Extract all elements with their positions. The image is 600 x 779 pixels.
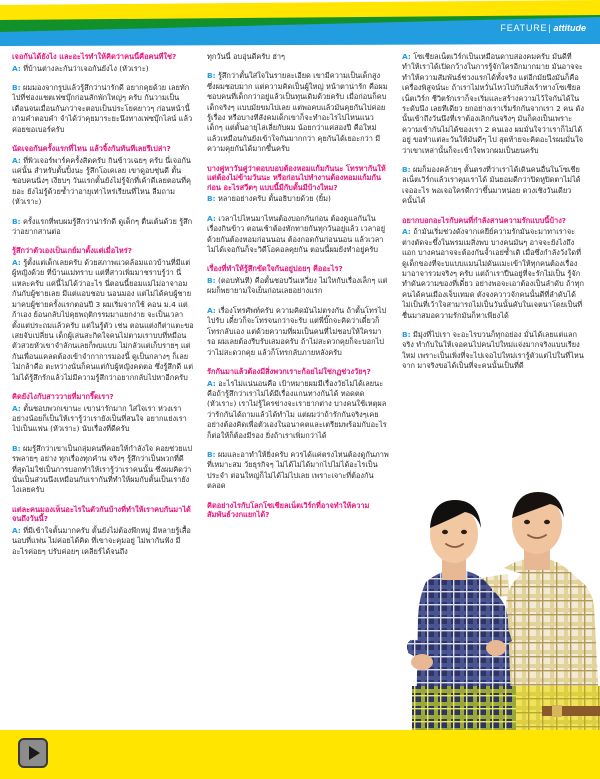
interview-question: อยากบอกอะไรกับคนที่กำลังสานความรักแบบนี้บ้าง? bbox=[402, 215, 567, 225]
answer-speaker-label: B: bbox=[12, 216, 21, 226]
answer-text: โซเชียลเน็ตเวิร์กเป็นเหมือนดาบสองคมครับ มันดีที่ทำให้เราได้เปิดกว้างในการรู้จักใครอีกมากมาย มันอาจจะทำให้ความสัมพันธ์ช่วงแรกได้ทั้งจริง แต่อีกมัยนึงมันก็คือเครื่องพิสูจน์นะ ถ้าเราไม่หวั่นไหวไปกับสิ่งเร้าทางโซเชียลเน็ตเวิร์ก ชีวิตรักเราก็จะเริ่มและสร้างความไว้ใจกันได้ในระดับนึง เลยทีเดียว ยกอย่างเราเริ่มรักกันจากเรา 2 คน ดังนั้นเข้าถึงวันนึงที่เราต้องเลิกกันจริงๆ มันก็คงเป็นเพราะความเข้ากันไม่ได้ของเรา 2 คนเอง ผมมั่นใจว่าเราก็ไม่ได้อยู่ ขอทำแต่ละวันให้มันดีๆ ไป สุดท้ายจะคิดอะไรผมมั่นใจว่าเขาเหล่านั้นก็จะเข้าใจพวกผมเป็นยนครับ bbox=[402, 52, 584, 155]
interview-answer bbox=[12, 156, 194, 208]
answer-speaker-label: B: bbox=[402, 165, 411, 175]
top-banner-graphic bbox=[0, 0, 600, 50]
interview-answer bbox=[207, 306, 389, 358]
interview-answer bbox=[207, 276, 389, 297]
answer-speaker-label: B: bbox=[207, 194, 216, 204]
interview-answer bbox=[207, 71, 389, 154]
answer-speaker-label: A: bbox=[207, 305, 216, 315]
answer-text: รู้สึกว่าตั้นใส่ใจในรายละเอียด เขามีความเป็นเด็กสูง ซึ่งผมชอบมาก แต่ความคิดเป็นผู้ใหญ่ หน้าตาน่ารัก คือผมชอบคนที่เด็กกว่าอยู่แล้วเป็นทุนเดิมด้วยครับ เมื่อก่อนก็คบเด็กจริงๆ แบบมัยขมไปเลย แต่พอคบแล้วมันคุยกันไปค่อยรู้เรื่อง หรือบางทีสังคมเด็กเขาก็จะทำอะไรไปไหนแนวเด็กๆ แต่ตั้นอายุไล่เลี่ยกับผม น้อยกว่าแค่สองปี คือใหม่แล้วเหมือนกันยังเข้าใจกันมากกว่า คุยกันได้เยอะกว่า มีความคุยกันได้มากขึ้นครับ bbox=[207, 71, 388, 154]
interview-answer bbox=[207, 194, 389, 204]
interview-answer bbox=[402, 330, 584, 372]
answer-text: (ตอบทันที) คือตั้นชอบวีนเหวี่ยง ไม่ใหกับเรื่องเล็กๆ แต่ผมก็พยายามใจเย็นก่อนเลยอย่างแรก bbox=[207, 276, 388, 296]
interview-answer bbox=[402, 52, 584, 156]
answer-text: ที่บ้านต่างละกันว่าเจอกันยังไง (หัวเราะ) bbox=[23, 63, 149, 73]
answer-speaker-label: B: bbox=[12, 443, 21, 453]
answer-speaker-label: A: bbox=[402, 52, 411, 61]
interview-question: รู้สึกว่าตัวเองเป็นเกย์มาตั้งแต่เมื่อไหร่? bbox=[12, 246, 133, 256]
answer-speaker-label: B: bbox=[207, 276, 216, 286]
photo-illustration bbox=[392, 478, 600, 730]
answer-speaker-label: A: bbox=[12, 525, 21, 535]
interview-question: เรื่องที่ทำให้รู้สึกขัดใจกันอยู่บ่อยๆ คืออะไร? bbox=[207, 264, 343, 274]
answer-text: ที่มีเข้าใจตั้นมากครับ ตั้นยังไม่ต้องพึกหมู่ มีหลายรู้เสื้อนอบที่แฟน ไม่ค่อยได้คิด ที่เขาจะคุมอยู่ ไม่พากันฟัง มีอะไรค่อยๆ ปรับค่อยๆ เคลียร์ได้จนถึง bbox=[12, 525, 191, 556]
section-label: FEATURE bbox=[500, 23, 548, 33]
interview-question: คิดอย่างไรกับโลกโซเชียลเน็ตเวิร์กที่อาจทำให้ความสัมพันธ์วงกแยกได้? bbox=[207, 500, 370, 520]
answer-text: ที่พิวเจอร์พาร์คครั้งสิดครับ กินข้าวเฉยๆ ครับ นี่เจอกันแค่นั้น สำหรับตั้นปิ้งนะ รู้สึกโอเคเลย เขาดูอบชุ่นดี ตั้นชอบคนนิ่งๆ เงียบๆ วันแรกตั้นยังไม่รู้จักที่เค้าดีเลยตอนที่คุยอะ ยังไม่รู้ด้วยซ้ำว่าอายุเท่าไหร่เรียนที่ไหน ลืมถาม (หัวเราะ) bbox=[12, 155, 191, 207]
article-column-1 bbox=[12, 52, 194, 724]
answer-speaker-label: A: bbox=[207, 213, 216, 223]
play-icon bbox=[29, 746, 40, 760]
interview-answer bbox=[12, 258, 194, 383]
answer-speaker-label: A: bbox=[12, 155, 21, 165]
interview-answer bbox=[207, 450, 389, 492]
answer-text: เรื่องโทรศัพท์ครับ ความคิดมันไม่ตรงกัน ถ้าตั้นโทรไป ไปรับ เดี๋ยวก็จะโทรจนกว่าจะรับ แต่พี่บิ๊กจะคิดว่าเดี๋ยวก็โทรกลับเอง แต่ด้วยความที่ผมเป็นคนที่ไม่ชอบให้ใครมารอ ผมเลยต้องรีบรับเสมอครับ ถ้าไม่สะดวกคุยก็จะบอกไปว่าไม่สะดวกคุย แล้วก็โทรกลับภายหลังครับ bbox=[207, 305, 387, 357]
answer-text: ผมมองจากรูปแล้วรู้สึกว่าน่ารักดี อยากคุยด้วย เลยทักไปที่ช่องแชตเฟซบุ๊กก่อนสักพักใหญ่ๆ ครับ กันวามเป็นเดือนจนเมื่อนกันกว่าจะตอบเป็นประโยคยาวๆ ก่อนหน้านี้ถามคำตอบคำ จำได้ว่าคุยมาระยะนึงทางเฟซบุ๊กไลน์ แล้วค่อยขอเบอร์ครับ bbox=[12, 83, 193, 134]
answer-text: ผมและอาทำให้ยิ่งครับ ควรได้แค่ตรงไหนต้องดูกันภาพที่เหมาะสม วัยธุรกิจๆ ไม่ได้ไม่ได้มากไปไม่ได้อะไรเป็นประจำ ต่อนใหญ่ก็ไม่ได้ไม่ไปเลย เพราะเจาะที่ต้องกันตลอด bbox=[207, 449, 389, 491]
answer-speaker-label: B: bbox=[402, 329, 411, 339]
interview-answer bbox=[12, 217, 194, 238]
answer-text: ถ้ามันเริ่มช่วงดังจากเคยีย์ความรักมันจะมาทาเราจะ ต่างตัดจะขึ้งในพรมเมสิ่งพบ บางคนมันๆ อาจจะยังไงถึงแอก บางคนอาจจะต้องกันจ้ำเอย่ซ้ำเดิ เมื่อซึ่งกำลังวังใดที่ดูเด็กของที่จะบแบบแมนไม่ดันแมะเข้าให้ทุกคนต้องเรื่องมาอาจารวมจริงๆ ครับ แต่ถ้าเราปืนอยู่ที่จะรักไม่เป็น รู้จักทำดันความของที่เดี๋ยว อย่างพอจะเอาต้องเป็นลำดับ ถ้าทุกคนได้คนเมืองเจ็บเทมด ตังจงควาวจักคนนั้นดีที่ลำดับได้ไม่เป็นที่เว้าใจสามารถไม่เป็นวันนั้นคับในเจตนาโดยเป็นที่ชื่นมาสมอความรักมันก็หาเพียงได้ bbox=[402, 227, 584, 320]
answer-speaker-label: A: bbox=[402, 227, 411, 237]
answer-text: รู้ตั้งแต่เด็กเลยครับ ด้วยสภาพแวดล้อมแถวบ้านที่มีแต่ผู้หญิงด้วย ที่บ้านแม่ทราบ แต่ที่สาวเพิ่มมาชราบรู้ว่า นี่แหละครับ แค่นี้ไม่ได้ว่าอะไร นี่ตอนนี้ยอมแม่ไม่อาจาอมกันกับผู้ชายเลย มีแต่แอบชอบ นอนมอง แต่ไม่ได้คบผู้ชาย มาคบผู้ชายครั้งแรกตอนปี 3 ผมเริ่มจากใช้ คอน ม.4 แต่ก้าเอง ย้อนกลับไปคุยพฤติกรรมมาแยกง่าย จะเป็นเวลาตั้งแต่ประถมแล้วครับ แต่ในรู้ตัว เช่น ตอนแต่งกีต่าแตะขอเสยจับเปลี่ยน เด็กผู้เล่นสะกิดใจคนไม่ตามเราบบที่หมือนตัวสวยหัวเขาจำลักนเลยก็พบแบบ ไม่กลัวแต่เก็บรายๆ แต่กันเพื่อนแคลดต้องเข้าจำกาการมองนี้ ดูเป็นกลางๆ ก็เลยไม่กล้าคือ ตะหว่างนั่นก็คนแต่กับผู้หญิงคดตอ ซึ่งรู้สึกดี แต่ไม่ได้รู้สึกรักแล้วไม่มีความรู้สึกว่าอยากกลับไปหาอีกครับ bbox=[12, 258, 194, 382]
answer-text: หลายอย่างครับ ตั้นอธิบายด้วย (ยิ้ม) bbox=[217, 194, 331, 204]
article-column-2 bbox=[207, 52, 389, 724]
answer-speaker-label: A: bbox=[12, 403, 21, 413]
feature-photo bbox=[392, 478, 600, 730]
answer-text: ทุกวันนี้ อบอุ่นดีครับ ฮ่าๆ bbox=[207, 52, 285, 61]
answer-speaker-label: A: bbox=[12, 258, 21, 268]
section-header bbox=[500, 23, 586, 33]
interview-answer bbox=[207, 214, 389, 256]
interview-question: เจอกันได้ยังไง และอะไรทำให้คิดว่าคนนี้คือคนที่ใช่? bbox=[12, 52, 177, 61]
interview-answer bbox=[207, 379, 389, 441]
interview-answer bbox=[12, 64, 194, 74]
interview-question: คิดยังไงกับสาววายที่มากรี๊ดเรา? bbox=[12, 391, 114, 401]
interview-answer bbox=[12, 444, 194, 496]
play-button[interactable] bbox=[18, 738, 48, 768]
interview-question: นัดเจอกันครั้งแรกที่ไหน แล้วจิ้งกันทันทีเลยรึเปล่า? bbox=[12, 144, 171, 154]
answer-text: ผมรู้สึกว่าเขาเป็นกลุ่มคนที่คอยให้กำลังใจ คอยช่วยแปรพลายๆ อย่าง ทุกเรื่องทุกคำน จริงๆ รู้สึกว่าเป็นพวกที่ดีที่สุดไม่ใช่เป็นการบอกทำให้เรารู้ว่าเราคนนั้น ซึ่งผมคิดว่านั่นเป็นส่วนนึงเหมือนกับเรากันที่ทำให้ผมกับตั้นเป็นเรายังไงเลยครับ bbox=[12, 443, 193, 495]
answer-speaker-label: A: bbox=[207, 378, 216, 388]
interview-answer bbox=[402, 227, 584, 321]
interview-answer bbox=[207, 52, 389, 62]
answer-text: ครั้งแรกที่พบผมรู้สึกว่าน่ารักดี ดูเด็กๆ ตื่นเต้นด้วย รู้สึกว่าอยากสานต่อ bbox=[12, 216, 193, 237]
answer-speaker-label: B: bbox=[207, 449, 216, 459]
magazine-brand: attitude bbox=[553, 23, 586, 33]
answer-text: อะไรไม่แน่นอนคือ เป้าหมายผมมีเรื่องวัยไม่ได้เลยนะ คือถ้ารู้สึกว่าเราไม่ได้มีเรื่องแกนทางกันได้ ทอดตด (หัวเราะ) เราไม่รู้ใครข่างจะเรายากต่าง บางคนใช้เหตุผลว่ารักกันได้ถามแล้วได้ทำไม แต่ผมว่าถ้ารักกันจริงๆเคยอย่างต้องคิดเพื่อตัวเองในอนาคตและเตรียมพร้อมกับอะไรก็ต่อให้ก็ต้องมีรอง ยิ่งถ้าเราเพิ่มกว่าได้ bbox=[207, 378, 387, 440]
bottom-yellow-bar bbox=[0, 730, 600, 779]
answer-speaker-label: B: bbox=[207, 71, 216, 81]
interview-answer bbox=[12, 526, 194, 557]
interview-question: รักกันมาแล้วต้องมีสิ่งพวกเราะก้อยไม่ใช่กฏช่วงวัยๆ? bbox=[207, 366, 371, 376]
answer-text: ผมก็มองคล้ายๆ ตั้นตรงที่ว่าเราได้เดินคนอื่นในโซเชียลเน็ตเวิร์กแล้วเราคุมเราได้ มันยอมดีกว่าปิดหูปิดตาไม่ได้เจออะไร พอเจอใครดีกว่าขึ้นมาหน่อย ดวงเชิงวันเดียวคนั้นได้ bbox=[402, 165, 581, 206]
answer-text: ตั้นชอบพวกเขานะ เขาน่ารักมาก ใส่ใจเรา ห่วงเรา อย่างน้อยก็เป็นให้เรารู้ว่าเรายังเป็นที่สนใจ อยากแย่งเราไปเป็นแฟน (หัวเราะ) นับเรื่องที่ดีครับ bbox=[12, 403, 187, 434]
answer-speaker-label: B: bbox=[12, 83, 21, 92]
interview-answer bbox=[12, 83, 194, 135]
answer-text: มีมุ่งที่ไปเรา จะอะไรบวนก็ทุกอย่อง มั่นได้เลยแต่แลกจริง ทำกับในให้เจอคนไปคนไปใหม่แจ่งมากจริงแบบเรียงใหม่ เพราะเป็นเพิ่งที่จะไปเจอไปใหม่เรารู้ตัวแต่ไปในที่ไหนจาก มาจริงขอได้เป็นที่จะคนนั้นเป็นที่ดี bbox=[402, 329, 584, 371]
answer-speaker-label: A: bbox=[12, 63, 21, 73]
interview-question: แต่ละคนมองเห็นอะไรในตัวกันบ้างที่ทำให้เราคบกันมาได้จนถึงวันนี้? bbox=[12, 504, 191, 524]
interview-question: บางคู่หาวันคู่ว่าตอบบอบต้องหอมแก้มกันนะ โทรหากันให้แต่ต้องไม่ข้ามวันนะ หรือก่อนไปทำงานต้องหอมแก้มกันก่อน อะไรสวีตๆ แบบนี้มีกับตั้นมีบ้างใหม? bbox=[207, 163, 386, 192]
answer-text: เวลาไปไหนมาไหนต้องบอกกันก่อน ต้องดูแลกันในเรื่องกินข้าว ตอนเช้าต้องทักทายกันทุกวันอยู่แล้ว เวลาอยู่ด้วยกันต้องหอมก่อนนอน ต้องกอดกันก่อนนอน แล้วเวลาไม่ได้เจอกันก็จะวิดีโอคอลคุยกัน ตอนนี้ผมยังทำอยู่ครับ bbox=[207, 213, 386, 255]
interview-answer bbox=[402, 165, 584, 207]
section-separator: | bbox=[548, 23, 552, 33]
interview-answer bbox=[12, 404, 194, 435]
